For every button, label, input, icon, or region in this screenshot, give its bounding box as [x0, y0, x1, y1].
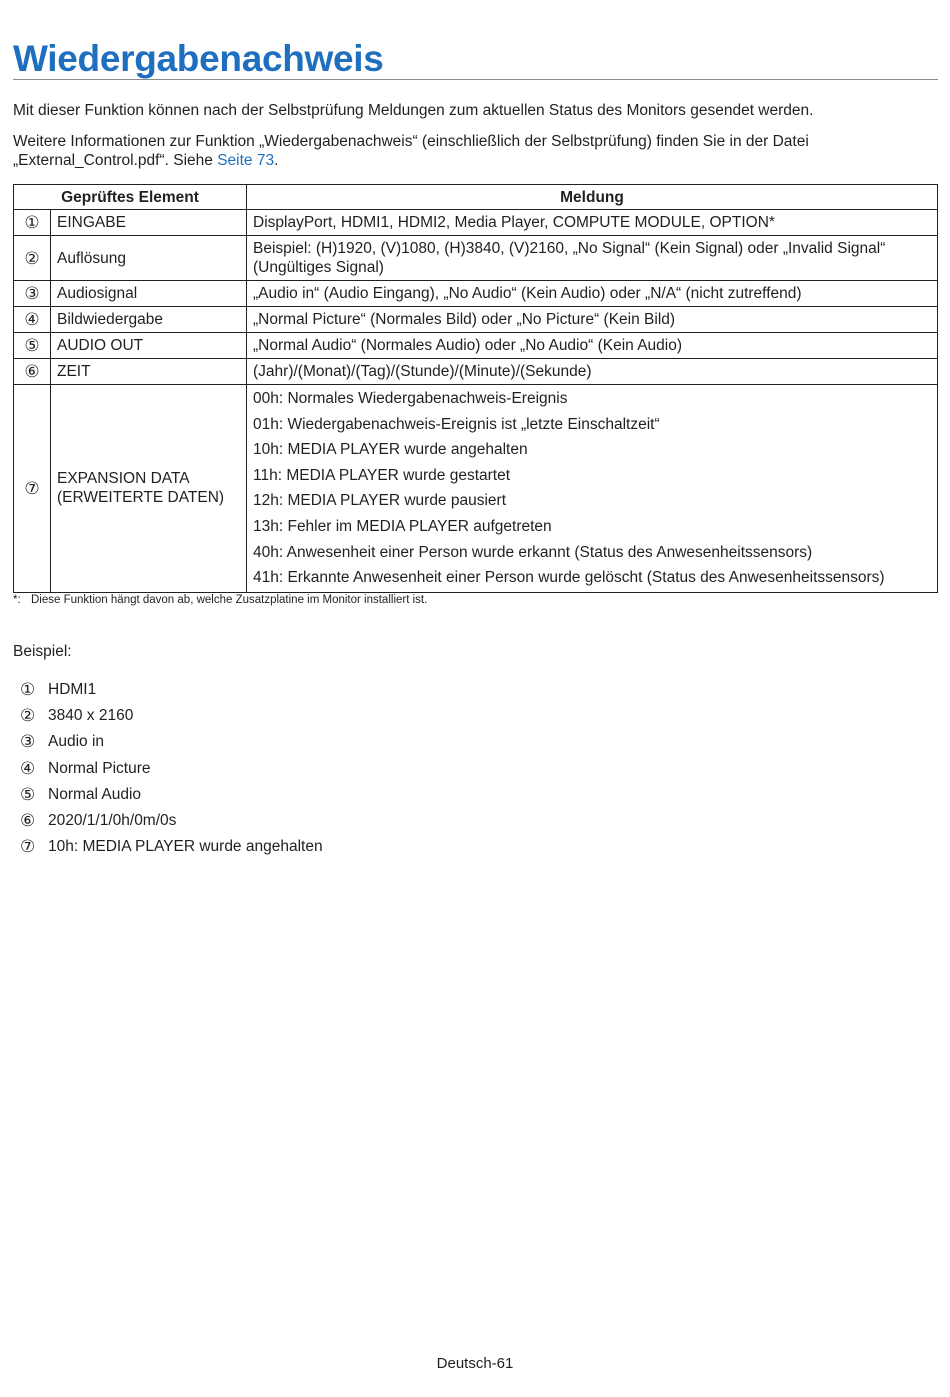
page-number: Deutsch-61: [436, 1355, 514, 1372]
row-message-line: Beispiel: (H)1920, (V)1080, (H)3840, (V)2160, „No Signal“ (Kein Signal) oder „Invalid Signal“: [253, 240, 886, 257]
example-label: Beispiel:: [13, 643, 72, 660]
row-message: „Normal Picture“ (Normales Bild) oder „No Picture“ (Kein Bild): [247, 307, 938, 333]
row-message: DisplayPort, HDMI1, HDMI2, Media Player, COMPUTE MODULE, OPTION*: [247, 210, 938, 236]
row-element: Bildwiedergabe: [51, 307, 247, 333]
table-row: [14, 333, 938, 359]
event-code-line: 13h: Fehler im MEDIA PLAYER aufgetreten: [253, 517, 552, 535]
item-number: ⑥: [20, 811, 36, 831]
row-number: ⑤: [14, 333, 51, 359]
example-list: [20, 677, 323, 860]
footnote-mark: *:: [13, 594, 21, 606]
item-number: ③: [20, 732, 36, 752]
item-text: Audio in: [48, 733, 105, 751]
row-message: [247, 385, 938, 593]
table-row: [14, 385, 938, 593]
row-element-line: EXPANSION DATA: [57, 470, 190, 488]
reference-paragraph: [13, 132, 938, 170]
item-text: 2020/1/1/0h/0m/0s: [48, 812, 177, 830]
table-row: [14, 307, 938, 333]
row-message: „Normal Audio“ (Normales Audio) oder „No Audio“ (Kein Audio): [247, 333, 938, 359]
reference-text-end: .: [274, 152, 279, 169]
event-code-line: 12h: MEDIA PLAYER wurde pausiert: [253, 492, 507, 510]
intro-paragraph: Mit dieser Funktion können nach der Selbstprüfung Meldungen zum aktuellen Status des Monitors gesendet werden.: [13, 102, 814, 119]
table-row: [14, 359, 938, 385]
event-code-line: 01h: Wiedergabenachweis-Ereignis ist „letzte Einschaltzeit“: [253, 415, 660, 433]
table-row: [14, 236, 938, 281]
row-number: ⑥: [14, 359, 51, 385]
list-item: [20, 782, 323, 808]
table-header-row: [14, 185, 938, 210]
table-row: [14, 281, 938, 307]
item-text: Normal Picture: [48, 759, 151, 777]
item-text: 3840 x 2160: [48, 707, 134, 725]
event-code-line: 11h: MEDIA PLAYER wurde gestartet: [253, 466, 511, 484]
footnote-text: Diese Funktion hängt davon ab, welche Zusatzplatine im Monitor installiert ist.: [31, 594, 428, 606]
row-element: Auflösung: [51, 236, 247, 281]
list-item: [20, 703, 323, 729]
column-header-message: Meldung: [247, 185, 938, 210]
row-message: „Audio in“ (Audio Eingang), „No Audio“ (Kein Audio) oder „N/A“ (nicht zutreffend): [247, 281, 938, 307]
row-number: ⑦: [14, 385, 51, 593]
event-code-line: 10h: MEDIA PLAYER wurde angehalten: [253, 441, 528, 459]
event-code-line: 00h: Normales Wiedergabenachweis-Ereignis: [253, 390, 568, 407]
row-element: ZEIT: [51, 359, 247, 385]
list-item: [20, 808, 323, 834]
item-number: ⑤: [20, 784, 36, 804]
item-text: Normal Audio: [48, 785, 142, 803]
row-number: ②: [14, 236, 51, 281]
footnote: [13, 594, 427, 606]
row-number: ③: [14, 281, 51, 307]
item-number: ④: [20, 758, 36, 778]
item-number: ②: [20, 706, 36, 726]
reference-text-line1: Weitere Informationen zur Funktion „Wiedergabenachweis“ (einschließlich der Selbstprüfung) finden Sie in der Datei: [13, 133, 809, 150]
table-row: [14, 210, 938, 236]
row-element: AUDIO OUT: [51, 333, 247, 359]
page-link[interactable]: Seite 73: [217, 152, 275, 169]
row-message: (Jahr)/(Monat)/(Tag)/(Stunde)/(Minute)/(Sekunde): [247, 359, 938, 385]
row-element: [51, 385, 247, 593]
item-number: ⑦: [20, 837, 36, 857]
row-number: ①: [14, 210, 51, 236]
reference-text-line2: „External_Control.pdf“. Siehe: [13, 152, 218, 169]
list-item: [20, 834, 323, 860]
row-message: [247, 236, 938, 281]
row-element: Audiosignal: [51, 281, 247, 307]
item-text: HDMI1: [48, 681, 97, 699]
row-message-line: (Ungültiges Signal): [253, 259, 384, 276]
page-title: Wiedergabenachweis: [13, 38, 384, 79]
list-item: [20, 756, 323, 782]
list-item: [20, 677, 323, 703]
list-item: [20, 729, 323, 755]
item-number: ①: [20, 680, 36, 700]
column-header-element: Geprüftes Element: [14, 185, 247, 210]
status-message-table: [13, 184, 938, 593]
event-code-line: 40h: Anwesenheit einer Person wurde erkannt (Status des Anwesenheitssensors): [253, 543, 813, 561]
event-code-line: 41h: Erkannte Anwesenheit einer Person wurde gelöscht (Status des Anwesenheitssensors): [253, 569, 885, 587]
row-element-line: (ERWEITERTE DATEN): [57, 489, 225, 507]
row-element: EINGABE: [51, 210, 247, 236]
title-divider: [13, 79, 938, 80]
row-number: ④: [14, 307, 51, 333]
item-text: 10h: MEDIA PLAYER wurde angehalten: [48, 838, 323, 856]
